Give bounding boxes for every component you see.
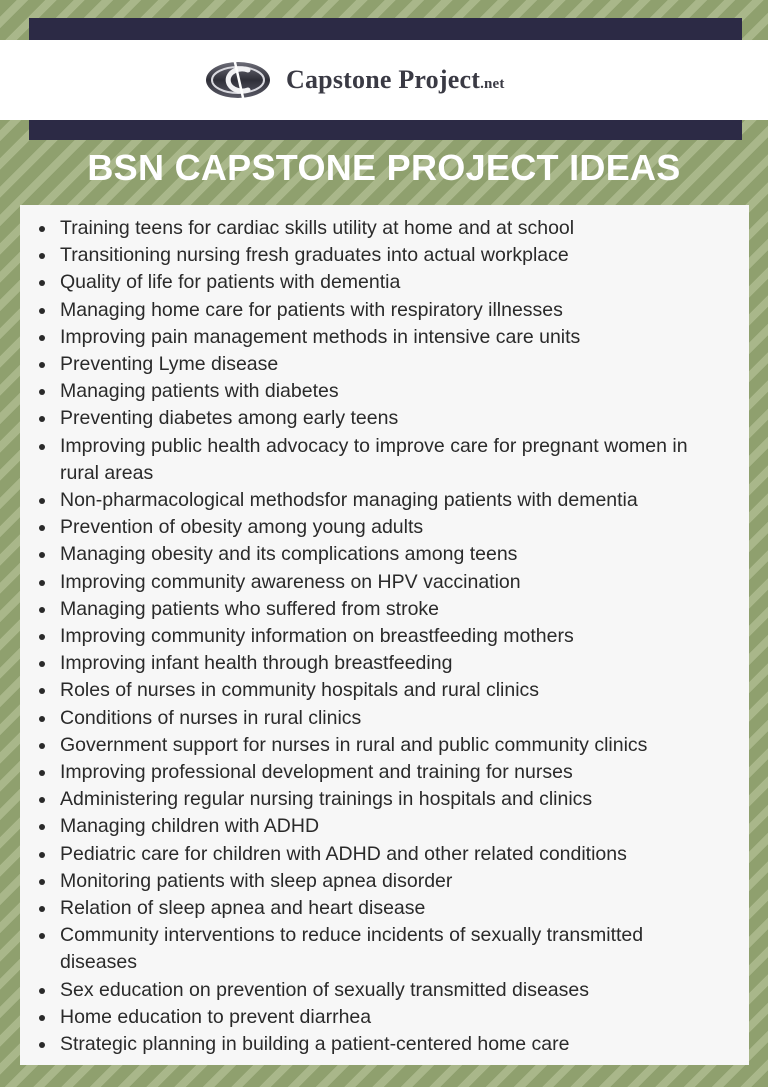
list-item-text: Managing obesity and its complications among teens bbox=[60, 543, 518, 566]
header-bottom-bar bbox=[29, 120, 742, 140]
bullet-icon bbox=[39, 335, 45, 341]
bullet-icon bbox=[39, 498, 45, 504]
list-item bbox=[60, 378, 725, 405]
bullet-icon bbox=[39, 988, 45, 994]
bullet-icon bbox=[39, 444, 45, 450]
bullet-icon bbox=[39, 743, 45, 749]
list-item bbox=[60, 596, 725, 623]
list-item-text: Quality of life for patients with dementia bbox=[60, 271, 401, 294]
header-top-bar bbox=[29, 18, 742, 40]
list-item-text: Improving pain management methods in intensive care units bbox=[60, 325, 581, 348]
list-item bbox=[60, 1031, 725, 1058]
list-item-text: Managing home care for patients with respiratory illnesses bbox=[60, 298, 563, 321]
list-item-text: Managing patients with diabetes bbox=[60, 380, 339, 403]
list-item bbox=[60, 732, 725, 759]
bullet-icon bbox=[39, 716, 45, 722]
list-item-text: Preventing Lyme disease bbox=[60, 353, 279, 376]
list-item bbox=[60, 677, 725, 704]
list-item-text: Pediatric care for children with ADHD and other related conditions bbox=[60, 842, 627, 865]
bullet-icon bbox=[39, 634, 45, 640]
list-item bbox=[60, 433, 725, 487]
bullet-icon bbox=[39, 416, 45, 422]
list-item bbox=[60, 977, 725, 1004]
list-item-text: Improving professional development and training for nurses bbox=[60, 761, 573, 784]
list-item bbox=[60, 487, 725, 514]
list-item bbox=[60, 813, 725, 840]
bullet-icon bbox=[39, 688, 45, 694]
list-item-text: Administering regular nursing trainings in hospitals and clinics bbox=[60, 788, 593, 811]
list-item-text: Training teens for cardiac skills utility at home and at school bbox=[60, 217, 575, 239]
list-item bbox=[60, 269, 725, 296]
bullet-icon bbox=[39, 1015, 45, 1021]
list-item-text: Government support for nurses in rural and public community clinics bbox=[60, 733, 648, 756]
list-item bbox=[60, 351, 725, 378]
list-item bbox=[60, 242, 725, 269]
page-title: BSN CAPSTONE PROJECT IDEAS bbox=[87, 147, 681, 188]
bullet-icon bbox=[39, 824, 45, 830]
list-item-text: Community interventions to reduce incidents of sexually transmitted diseases bbox=[60, 924, 644, 974]
list-item bbox=[60, 405, 725, 432]
list-item-text: Improving community awareness on HPV vaccination bbox=[60, 570, 521, 593]
list-item bbox=[60, 297, 725, 324]
list-item-text: Sex education on prevention of sexually transmitted diseases bbox=[60, 978, 589, 1001]
bullet-icon bbox=[39, 852, 45, 858]
list-item bbox=[60, 650, 725, 677]
bullet-icon bbox=[39, 552, 45, 558]
list-item bbox=[60, 541, 725, 568]
capstone-c-emblem-icon bbox=[204, 54, 272, 106]
list-item bbox=[60, 514, 725, 541]
list-item bbox=[60, 786, 725, 813]
bullet-icon bbox=[39, 797, 45, 803]
bullet-icon bbox=[39, 525, 45, 531]
list-item-text: Roles of nurses in community hospitals and rural clinics bbox=[60, 679, 540, 702]
list-item-text: Preventing diabetes among early teens bbox=[60, 407, 399, 430]
bullet-icon bbox=[39, 607, 45, 613]
list-item-text: Managing children with ADHD bbox=[60, 815, 320, 838]
list-item bbox=[60, 215, 725, 242]
brand-name: Capstone Project.net bbox=[286, 65, 505, 94]
bullet-icon bbox=[39, 253, 45, 259]
list-item bbox=[60, 1004, 725, 1031]
list-item bbox=[60, 705, 725, 732]
bullet-icon bbox=[39, 308, 45, 314]
list-item bbox=[60, 895, 725, 922]
list-item-text: Managing patients who suffered from stroke bbox=[60, 597, 440, 620]
list-item bbox=[60, 868, 725, 895]
list-item-text: Improving infant health through breastfeeding bbox=[60, 652, 453, 675]
list-item-text: Prevention of obesity among young adults bbox=[60, 516, 424, 539]
bullet-icon bbox=[39, 933, 45, 939]
list-item bbox=[60, 841, 725, 868]
list-item bbox=[60, 922, 725, 976]
bullet-icon bbox=[39, 770, 45, 776]
list-item-text: Improving public health advocacy to improve care for pregnant women in rural areas bbox=[60, 434, 688, 484]
bullet-icon bbox=[39, 879, 45, 885]
list-item bbox=[60, 324, 725, 351]
bullet-icon bbox=[39, 906, 45, 912]
bullet-icon bbox=[39, 580, 45, 586]
list-item-text: Improving community information on breastfeeding mothers bbox=[60, 625, 574, 648]
site-logo[interactable] bbox=[204, 54, 505, 106]
bullet-icon bbox=[39, 389, 45, 395]
bullet-icon bbox=[39, 280, 45, 286]
list-item bbox=[60, 623, 725, 650]
list-item-text: Non-pharmacological methodsfor managing patients with dementia bbox=[60, 489, 638, 512]
list-item-text: Monitoring patients with sleep apnea disorder bbox=[60, 869, 453, 892]
ideas-panel bbox=[20, 205, 749, 1065]
list-item-text: Strategic planning in building a patient-centered home care bbox=[60, 1033, 570, 1056]
list-item bbox=[60, 759, 725, 786]
list-item-text: Relation of sleep apnea and heart disease bbox=[60, 897, 426, 920]
brand-suffix: .net bbox=[480, 76, 505, 92]
list-item-text: Conditions of nurses in rural clinics bbox=[60, 706, 362, 729]
list-item-text: Transitioning nursing fresh graduates into actual workplace bbox=[60, 244, 569, 267]
list-item-text: Home education to prevent diarrhea bbox=[60, 1005, 372, 1028]
bullet-icon bbox=[39, 661, 45, 667]
bullet-icon bbox=[39, 226, 45, 232]
list-item bbox=[60, 569, 725, 596]
ideas-list bbox=[20, 205, 749, 1058]
bullet-icon bbox=[39, 1042, 45, 1048]
bullet-icon bbox=[39, 362, 45, 368]
